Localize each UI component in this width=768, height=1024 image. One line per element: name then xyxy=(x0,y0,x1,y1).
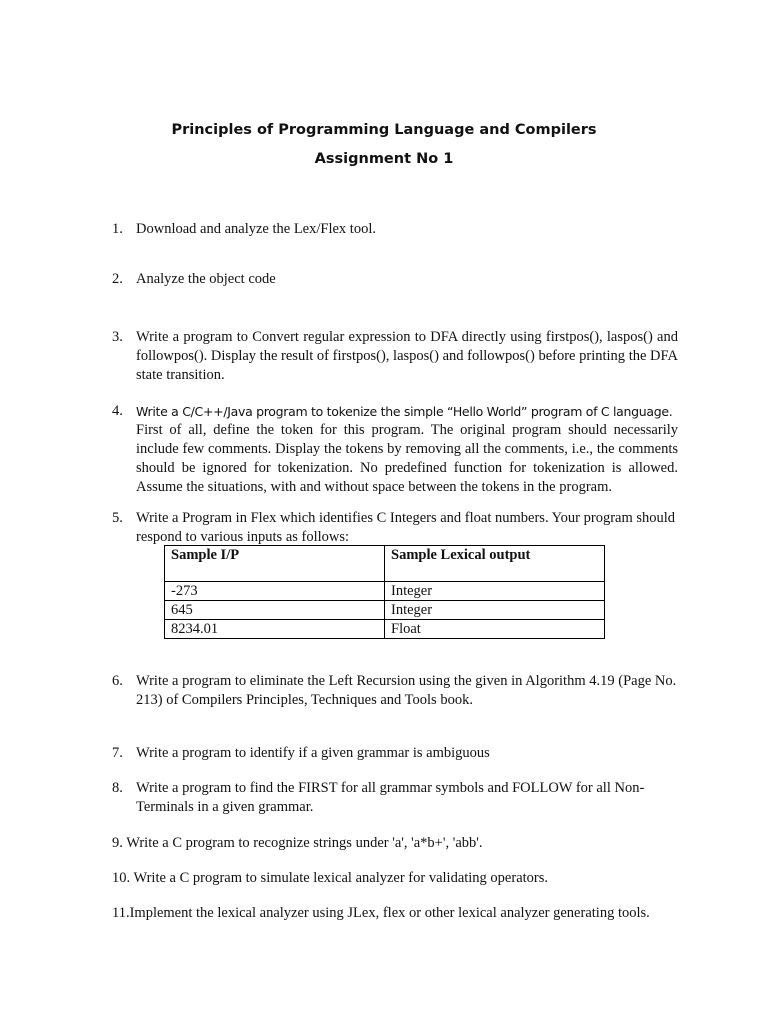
table-cell: Integer xyxy=(385,601,605,620)
item-text: 10. Write a C program to simulate lexical analyzer for validating operators. xyxy=(112,870,549,886)
list-item xyxy=(112,869,712,888)
item-text: Write a program to eliminate the Left Recursion using the given in Algorithm 4.19 (Page No. 213) of Compilers Principles, Techniques and Tools book. xyxy=(136,673,677,708)
item-text: First of all, define the token for this program. The original program should necessarily include few comments. Display the tokens by removing all the comments, i.e., the comments should be ignored for tokenization. No predefined function for tokenization is allowed. Assume the situations, with and without space between the tokens in the program. xyxy=(136,422,678,495)
list-item xyxy=(112,328,678,385)
item-text: Write a program to find the FIRST for all grammar symbols and FOLLOW for all Non-Terminals in a given grammar. xyxy=(136,780,645,815)
list-item xyxy=(112,834,712,853)
item-text: 9. Write a C program to recognize strings under 'a', 'a*b+', 'abb'. xyxy=(112,835,483,851)
sample-table xyxy=(164,545,605,639)
list-item xyxy=(112,904,712,923)
document-title: Principles of Programming Language and Compilers xyxy=(171,122,597,138)
item-text: Write a program to Convert regular expression to DFA directly using firstpos(), laspos() and followpos(). Display the result of firstpos(), laspos() and followpos() before printing the DFA state transition. xyxy=(136,329,678,383)
table-cell: -273 xyxy=(165,582,385,601)
table-cell: 645 xyxy=(165,601,385,620)
item-text: Write a program to identify if a given grammar is ambiguous xyxy=(136,745,490,761)
table-cell: Integer xyxy=(385,582,605,601)
item-text: Download and analyze the Lex/Flex tool. xyxy=(136,221,376,237)
table-header: Sample Lexical output xyxy=(385,546,605,582)
list-item xyxy=(112,779,678,817)
item-number: 4. xyxy=(112,403,123,419)
list-item xyxy=(112,402,678,497)
item-number: 6. xyxy=(112,673,123,689)
item-text: Analyze the object code xyxy=(136,271,276,287)
table-row xyxy=(165,601,605,620)
item-number: 8. xyxy=(112,780,123,796)
item-number: 2. xyxy=(112,271,123,287)
table-row xyxy=(165,582,605,601)
list-item xyxy=(112,672,678,710)
list-item xyxy=(112,509,678,547)
list-item xyxy=(112,744,678,763)
item-lead-text: Write a C/C++/Java program to tokenize the simple “Hello World” program of C language. xyxy=(136,404,673,419)
item-number: 3. xyxy=(112,329,123,345)
assignment-number: Assignment No 1 xyxy=(314,151,454,167)
table-row xyxy=(165,620,605,639)
table-header-row xyxy=(165,546,605,582)
item-text: 11.Implement the lexical analyzer using JLex, flex or other lexical analyzer generating tools. xyxy=(112,905,650,921)
table-header: Sample I/P xyxy=(165,546,385,582)
list-item xyxy=(112,220,678,239)
table-cell: 8234.01 xyxy=(165,620,385,639)
item-number: 7. xyxy=(112,745,123,761)
table-cell: Float xyxy=(385,620,605,639)
item-text: Write a Program in Flex which identifies C Integers and float numbers. Your program should respond to various inputs as follows: xyxy=(136,510,676,545)
item-number: 5. xyxy=(112,510,123,526)
item-number: 1. xyxy=(112,221,123,237)
list-item xyxy=(112,270,678,289)
